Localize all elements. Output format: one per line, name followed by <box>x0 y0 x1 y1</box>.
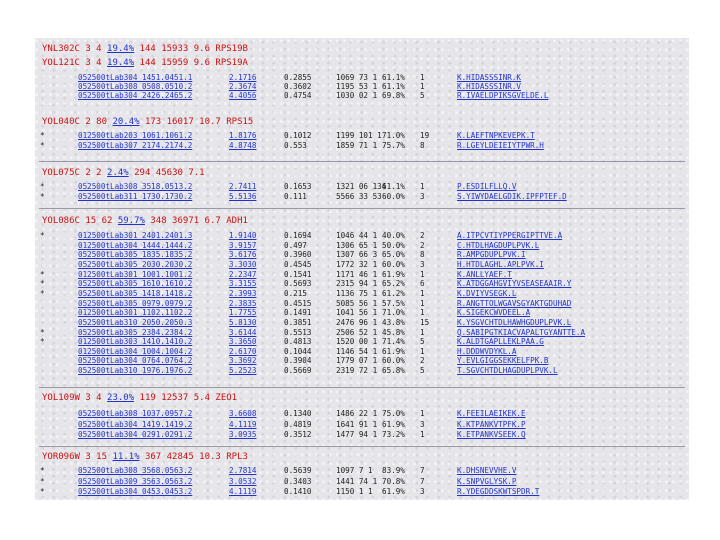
spectrum-file-link[interactable]: 052500tLab307 2174.2174.2 <box>78 141 193 150</box>
count-value: 3 <box>420 419 425 429</box>
xcorr-link[interactable]: 3.6176 <box>229 250 257 260</box>
ions-value: 1486 22 1 <box>336 409 378 418</box>
deltacn-value: 0.497 <box>284 240 307 250</box>
ions-value: 1146 54 1 <box>336 346 378 356</box>
ions-value: 2476 96 1 <box>336 317 378 327</box>
ions-value: 5566 33 53 <box>336 192 382 201</box>
ion-percent-value: 75.0% <box>382 409 405 418</box>
group-divider <box>39 387 685 388</box>
ion-percent-value: 60.0% <box>382 356 405 366</box>
ion-percent-value: 61.1% <box>382 182 405 191</box>
xcorr-link[interactable]: 2.2347 <box>229 269 257 279</box>
protein-stats: 367 42845 10.3 RPL3 <box>139 452 248 462</box>
protein-stats: 144 15933 9.6 RPS19B <box>134 44 248 54</box>
protein-stats: 294 45630 7.1 <box>128 168 205 178</box>
unique-marker: * <box>40 231 45 240</box>
ions-value: 1306 65 1 <box>336 240 378 250</box>
ions-value: 1779 07 1 <box>336 356 378 366</box>
peptide-sequence-link[interactable]: K.LAEFTNPKEVEPK.T <box>457 131 535 140</box>
unique-marker: * <box>40 476 45 486</box>
peptide-sequence-link[interactable]: K.DHSNEVVHE.V <box>457 466 517 475</box>
count-value: 1 <box>420 82 425 91</box>
count-value: 2 <box>420 356 425 366</box>
ion-percent-value: 50.0% <box>382 240 405 250</box>
protein-stats: 144 15959 9.6 RPS19A <box>134 58 248 68</box>
deltacn-value: 0.1491 <box>284 308 312 318</box>
unique-marker: * <box>40 337 45 347</box>
spectrum-file-link[interactable]: 052500tLab308 1037.0957.2 <box>78 409 193 418</box>
peptide-sequence-link[interactable]: K.ATDGGAHGVIYVSEASEAAIR.Y <box>457 279 572 289</box>
xcorr-link[interactable]: 3.6608 <box>229 409 257 418</box>
ions-value: 1030 02 1 <box>336 91 378 100</box>
ions-value: 1321 06 134 <box>336 182 387 191</box>
xcorr-link[interactable]: 3.9157 <box>229 240 257 250</box>
spectrum-file-link[interactable]: 052500tLab310 1976.1976.2 <box>78 366 193 376</box>
xcorr-link[interactable]: 5.5136 <box>229 192 257 201</box>
count-value: 8 <box>420 250 425 260</box>
protein-stats: 173 16017 10.7 RPS15 <box>139 117 254 127</box>
ions-value: 1041 56 1 <box>336 308 378 318</box>
spectrum-file-link[interactable]: 012500tLab303 1410.1410.2 <box>78 337 193 347</box>
unique-marker: * <box>40 269 45 279</box>
peptide-sequence-link[interactable]: S.YIWYDAELGDIK.IPFPTEF.D <box>457 192 567 201</box>
peptide-row <box>35 487 689 496</box>
ions-value: 1199 101 1 <box>336 131 382 140</box>
coverage-link[interactable]: 23.0% <box>107 393 135 403</box>
spectrum-file-link[interactable]: 012500tLab304 1004.1004.2 <box>78 346 193 356</box>
unique-marker: * <box>40 288 45 298</box>
protein-stats: 119 12537 5.4 ZEO1 <box>134 393 238 403</box>
peptide-row <box>35 337 689 346</box>
peptide-row <box>35 260 689 269</box>
protein-header <box>42 117 253 128</box>
unique-marker: * <box>40 279 45 289</box>
coverage-link[interactable]: 19.4% <box>107 58 135 68</box>
count-value: 1 <box>420 288 425 298</box>
count-value: 5 <box>420 337 425 347</box>
peptide-sequence-link[interactable]: R.AMPGDUPLPVK.I <box>457 250 526 260</box>
peptide-sequence-link[interactable]: T.SGVCHTDLHAGDUPLPVK.L <box>457 366 558 376</box>
spectrum-file-link[interactable]: 052500tLab311 1730.1730.2 <box>78 192 193 201</box>
spectrum-file-link[interactable]: 012500tLab301 1102.1102.2 <box>78 308 193 318</box>
peptide-sequence-link[interactable]: K.SNPVGLYSK.P <box>457 476 517 486</box>
peptide-sequence-link[interactable]: H.HTDLAGHL.APLPVK.I <box>457 259 544 269</box>
peptide-sequence-link[interactable]: R.IVAELDPIKSGVELDE.L <box>457 91 549 100</box>
ions-value: 1136 75 1 <box>336 288 378 298</box>
peptide-sequence-link[interactable]: K.DVIYVSEGK.L <box>457 288 517 298</box>
spectrum-file-link[interactable]: 052500tLab305 2030.2030.2 <box>78 259 193 269</box>
ion-percent-value: 71.4% <box>382 337 405 347</box>
peptide-sequence-link[interactable]: Q.SABIPGTKIACVAPALTGYANTTE.A <box>457 327 586 337</box>
peptide-sequence-link[interactable]: K.KTPANKVTPFK.P <box>457 419 526 429</box>
protein-header <box>42 44 248 55</box>
deltacn-value: 0.4754 <box>284 91 312 100</box>
deltacn-value: 0.4515 <box>284 298 312 308</box>
spectrum-file-link[interactable]: 012500tLab203 1061.1061.2 <box>78 131 193 140</box>
count-value: 3 <box>420 259 425 269</box>
count-value: 2 <box>420 231 425 240</box>
deltacn-value: 0.215 <box>284 288 307 298</box>
spectrum-file-link[interactable]: 052500tLab304 0453.0453.2 <box>78 487 193 496</box>
peptide-row <box>35 430 689 439</box>
count-value: 1 <box>420 298 425 308</box>
xcorr-link[interactable]: 3.3692 <box>229 356 257 366</box>
xcorr-link[interactable]: 2.3993 <box>229 288 257 298</box>
xcorr-link[interactable]: 2.3835 <box>229 298 257 308</box>
deltacn-value: 0.3403 <box>284 476 312 486</box>
peptide-row <box>35 73 689 82</box>
xcorr-link[interactable]: 2.6170 <box>229 346 257 356</box>
protein-header <box>42 58 248 69</box>
ions-value: 1195 53 1 <box>336 82 378 91</box>
ion-percent-value: 40.0% <box>382 231 405 240</box>
deltacn-value: 0.1012 <box>284 131 312 140</box>
group-divider <box>39 161 685 162</box>
protein-locus: YOL086C 15 62 <box>42 216 118 226</box>
protein-locus: YOL040C 2 80 <box>42 117 113 127</box>
peptide-sequence-link[interactable]: R.LGEYLDEIEIYTPWR.H <box>457 141 544 150</box>
ion-percent-value: 71.0% <box>382 308 405 318</box>
group-divider <box>39 446 685 447</box>
peptide-row <box>35 299 689 308</box>
count-value: 7 <box>420 466 425 475</box>
deltacn-value: 0.4819 <box>284 419 312 429</box>
spectrum-file-link[interactable]: 052500tLab305 0979.0979.2 <box>78 298 193 308</box>
spectrum-file-link[interactable]: 052500tLab304 0764.0764.2 <box>78 356 193 366</box>
ion-percent-value: 61.9% <box>382 269 405 279</box>
ions-value: 1520 00 1 <box>336 337 378 347</box>
peptide-row <box>35 289 689 298</box>
ions-value: 1772 32 1 <box>336 259 378 269</box>
ions-value: 1171 46 1 <box>336 269 378 279</box>
spectrum-file-link[interactable]: 052500tLab304 0291.0291.2 <box>78 430 193 439</box>
unique-marker: * <box>40 327 45 337</box>
deltacn-value: 0.553 <box>284 141 307 150</box>
protein-locus: YOL121C 3 4 <box>42 58 108 68</box>
ions-value: 5085 56 1 <box>336 298 378 308</box>
spectrum-file-link[interactable]: 012500tLab301 2401.2401.3 <box>78 231 193 240</box>
coverage-link[interactable]: 11.1% <box>112 452 140 462</box>
coverage-link[interactable]: 2.4% <box>107 168 129 178</box>
deltacn-value: 0.5513 <box>284 327 312 337</box>
peptide-sequence-link[interactable]: R.YDEGDDSKWTSPDR.T <box>457 487 540 496</box>
spectrum-file-link[interactable]: 052500tLab308 3568.0563.2 <box>78 466 193 475</box>
peptide-row <box>35 347 689 356</box>
count-value: 1 <box>420 269 425 279</box>
deltacn-value: 0.1653 <box>284 182 312 191</box>
count-value: 1 <box>420 409 425 418</box>
protein-header <box>42 168 205 179</box>
peptide-row <box>35 91 689 100</box>
peptide-row <box>35 308 689 317</box>
count-value: 1 <box>420 346 425 356</box>
ions-value: 2506 52 1 <box>336 327 378 337</box>
protein-header <box>42 393 237 404</box>
peptide-sequence-link[interactable]: P.ESDILFLLQ.V <box>457 182 517 191</box>
deltacn-value: 0.3904 <box>284 356 312 366</box>
peptide-sequence-link[interactable]: C.HTDLHAGDUPLPVK.L <box>457 240 540 250</box>
xcorr-link[interactable]: 3.3030 <box>229 259 257 269</box>
protein-stats: 348 36971 6.7 ADH1 <box>144 216 248 226</box>
ion-percent-value: 75.7% <box>382 141 405 150</box>
ion-percent-value: 61.1% <box>382 82 405 91</box>
count-value: 1 <box>420 430 425 439</box>
ion-percent-value: 69.8% <box>382 91 405 100</box>
count-value: 15 <box>420 317 430 327</box>
spectrum-file-link[interactable]: 052500tLab310 2050.2050.3 <box>78 317 193 327</box>
peptide-sequence-link[interactable]: K.HIDASSSINR.K <box>457 73 522 82</box>
spectrum-file-link[interactable]: 052500tLab304 1451.0451.1 <box>78 73 193 82</box>
spectrum-file-link[interactable]: 012500tLab304 1444.1444.2 <box>78 240 193 250</box>
deltacn-value: 0.1541 <box>284 269 312 279</box>
count-value: 3 <box>420 192 425 201</box>
peptide-sequence-link[interactable]: K.FEEILAEIKEK.E <box>457 409 526 418</box>
peptide-sequence-link[interactable]: K.ANLLYAEF.T <box>457 269 512 279</box>
ion-percent-value: 45.8% <box>382 327 405 337</box>
deltacn-value: 0.5693 <box>284 279 312 289</box>
count-value: 6 <box>420 279 425 289</box>
deltacn-value: 0.1340 <box>284 409 312 418</box>
ion-percent-value: 70.8% <box>382 476 405 486</box>
deltacn-value: 0.4545 <box>284 259 312 269</box>
peptide-sequence-link[interactable]: H.DDDWVDYKL.A <box>457 346 517 356</box>
ion-percent-value: 43.8% <box>382 317 405 327</box>
count-value: 2 <box>420 240 425 250</box>
ions-value: 1307 66 3 <box>336 250 378 260</box>
protein-locus: YOR096W 3 15 <box>42 452 113 462</box>
deltacn-value: 0.3512 <box>284 430 312 439</box>
unique-marker: * <box>40 182 45 191</box>
peptide-row <box>35 141 689 150</box>
spectrum-file-link[interactable]: 052500tLab304 1419.1419.2 <box>78 419 193 429</box>
count-value: 5 <box>420 91 425 100</box>
count-value: 1 <box>420 308 425 318</box>
peptide-row <box>35 241 689 250</box>
deltacn-value: 0.1044 <box>284 346 312 356</box>
unique-marker: * <box>40 141 45 150</box>
ions-value: 1477 94 1 <box>336 430 378 439</box>
peptide-sequence-link[interactable]: R.ANGTTOLWGAVSGYAKTGDUHAD <box>457 298 572 308</box>
xcorr-link[interactable]: 4.8748 <box>229 141 257 150</box>
peptide-row <box>35 182 689 191</box>
ion-percent-value: 61.1% <box>382 73 405 82</box>
xcorr-link[interactable]: 3.6144 <box>229 327 257 337</box>
spectrum-file-link[interactable]: 052500tLab309 3563.0563.2 <box>78 476 193 486</box>
ion-percent-value: 73.2% <box>382 430 405 439</box>
ion-percent-value: 71.0% <box>382 131 405 140</box>
count-value: 5 <box>420 366 425 376</box>
count-value: 19 <box>420 131 430 140</box>
ions-value: 2315 94 1 <box>336 279 378 289</box>
ion-percent-value: 65.0% <box>382 250 405 260</box>
spectrum-file-link[interactable]: 052500tLab305 2384.2384.2 <box>78 327 193 337</box>
deltacn-value: 0.1694 <box>284 231 312 240</box>
deltacn-value: 0.3851 <box>284 317 312 327</box>
peptide-row <box>35 356 689 365</box>
count-value: 7 <box>420 476 425 486</box>
ions-value: 1097 7 1 <box>336 466 373 475</box>
xcorr-link[interactable]: 2.7411 <box>229 182 257 191</box>
peptide-row <box>35 231 689 240</box>
peptide-row <box>35 466 689 475</box>
ion-percent-value: 65.2% <box>382 279 405 289</box>
ion-percent-value: 61.9% <box>382 346 405 356</box>
spectrum-file-link[interactable]: 052500tLab305 1418.1418.2 <box>78 288 193 298</box>
xcorr-link[interactable]: 3.0532 <box>229 476 257 486</box>
xcorr-link[interactable]: 2.1716 <box>229 73 257 82</box>
ions-value: 1859 71 1 <box>336 141 378 150</box>
peptide-row <box>35 366 689 375</box>
ion-percent-value: 61.2% <box>382 288 405 298</box>
peptide-row <box>35 420 689 429</box>
ions-value: 1046 44 1 <box>336 231 378 240</box>
xcorr-link[interactable]: 1.8176 <box>229 131 257 140</box>
deltacn-value: 0.2855 <box>284 73 312 82</box>
peptide-row <box>35 192 689 201</box>
count-value: 1 <box>420 327 425 337</box>
ions-value: 1441 74 1 <box>336 476 378 486</box>
deltacn-value: 0.4813 <box>284 337 312 347</box>
deltacn-value: 0.3960 <box>284 250 312 260</box>
ion-percent-value: 57.5% <box>382 298 405 308</box>
xcorr-link[interactable]: 3.3155 <box>229 279 257 289</box>
result-sheet <box>35 38 689 500</box>
peptide-sequence-link[interactable]: K.HIDASSSINR.V <box>457 82 522 91</box>
coverage-link[interactable]: 20.4% <box>112 117 140 127</box>
spectrum-file-link[interactable]: 052500tLab305 1835.1835.2 <box>78 250 193 260</box>
deltacn-value: 0.1410 <box>284 487 312 496</box>
xcorr-link[interactable]: 2.7814 <box>229 466 257 475</box>
peptide-row <box>35 318 689 327</box>
peptide-sequence-link[interactable]: K.ETPANKVSEEK.Q <box>457 430 526 439</box>
xcorr-link[interactable]: 5.8130 <box>229 317 257 327</box>
xcorr-link[interactable]: 4.1119 <box>229 487 257 496</box>
count-value: 8 <box>420 141 425 150</box>
ion-percent-value: 61.9% <box>382 487 405 496</box>
ions-value: 1069 73 1 <box>336 73 378 82</box>
deltacn-value: 0.5669 <box>284 366 312 376</box>
spectrum-file-link[interactable]: 052500tLab305 1610.1610.2 <box>78 279 193 289</box>
unique-marker: * <box>40 192 45 201</box>
xcorr-link[interactable]: 2.3674 <box>229 82 257 91</box>
deltacn-value: 0.3602 <box>284 82 312 91</box>
peptide-row <box>35 409 689 418</box>
spectrum-file-link[interactable]: 012500tLab301 1001.1001.2 <box>78 269 193 279</box>
protein-locus: YOL109W 3 4 <box>42 393 108 403</box>
unique-marker: * <box>40 131 45 140</box>
coverage-link[interactable]: 59.7% <box>117 216 145 226</box>
peptide-sequence-link[interactable]: K.SIGEKCWVDEEL.A <box>457 308 531 318</box>
peptide-sequence-link[interactable]: Y.EVLGIGGSEKKELFPK.B <box>457 356 549 366</box>
spectrum-file-link[interactable]: 052500tLab304 2426.2465.2 <box>78 91 193 100</box>
peptide-row <box>35 250 689 259</box>
protein-header <box>42 216 248 227</box>
xcorr-link[interactable]: 4.1119 <box>229 419 257 429</box>
spectrum-file-link[interactable]: 052500tLab308 0508.0510.2 <box>78 82 193 91</box>
deltacn-value: 0.111 <box>284 192 307 201</box>
xcorr-link[interactable]: 5.2523 <box>229 366 257 376</box>
group-divider <box>39 208 685 209</box>
peptide-row <box>35 328 689 337</box>
deltacn-value: 0.5639 <box>284 466 312 475</box>
count-value: 1 <box>420 182 425 191</box>
xcorr-link[interactable]: 3.3650 <box>229 337 257 347</box>
spectrum-file-link[interactable]: 052500tLab308 3518.0513.2 <box>78 182 193 191</box>
peptide-row <box>35 279 689 288</box>
peptide-sequence-link[interactable]: K.YSGVCHTDLHAWHGDUPLPVK.L <box>457 317 572 327</box>
ion-percent-value: 60.0% <box>382 259 405 269</box>
xcorr-link[interactable]: 1.9140 <box>229 231 257 240</box>
ions-value: 1150 1 1 <box>336 487 373 496</box>
ion-percent-value: 61.9% <box>382 419 405 429</box>
ion-percent-value: 83.9% <box>382 466 405 475</box>
ions-value: 1641 91 1 <box>336 419 378 429</box>
coverage-link[interactable]: 19.4% <box>107 44 135 54</box>
peptide-row <box>35 270 689 279</box>
unique-marker: * <box>40 487 45 496</box>
ions-value: 2319 72 1 <box>336 366 378 376</box>
xcorr-link[interactable]: 4.4056 <box>229 91 257 100</box>
peptide-sequence-link[interactable]: K.ALDTGAPLLEKLPAA.G <box>457 337 544 347</box>
xcorr-link[interactable]: 1.7755 <box>229 308 257 318</box>
xcorr-link[interactable]: 3.0935 <box>229 430 257 439</box>
ion-percent-value: 65.8% <box>382 366 405 376</box>
peptide-row <box>35 477 689 486</box>
unique-marker: * <box>40 466 45 475</box>
protein-header <box>42 452 248 463</box>
peptide-row <box>35 82 689 91</box>
protein-locus: YNL302C 3 4 <box>42 44 108 54</box>
count-value: 3 <box>420 487 425 496</box>
peptide-row <box>35 131 689 140</box>
protein-locus: YOL075C 2 2 <box>42 168 108 178</box>
ion-percent-value: 60.0% <box>382 192 405 201</box>
peptide-sequence-link[interactable]: A.ITPCVTIYPPERGIPTTVE.A <box>457 231 563 240</box>
count-value: 1 <box>420 73 425 82</box>
